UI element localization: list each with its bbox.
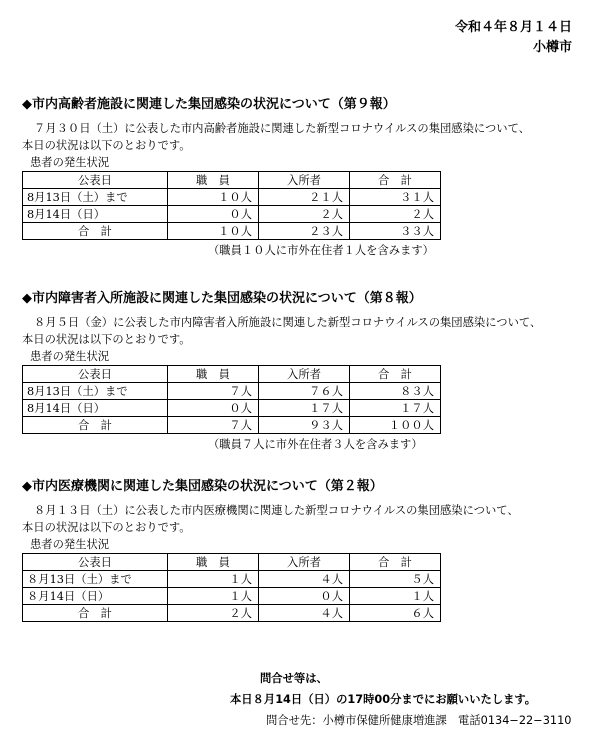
document-date-block [455, 18, 572, 58]
resident-count: ４人 [259, 605, 350, 622]
resident-count: ２１人 [259, 189, 350, 206]
issuer: 小樽市 [532, 40, 572, 55]
section-title: ◆市内高齢者施設に関連した集団感染の状況について（第９報） [22, 97, 396, 112]
header-cell: 入所者 [259, 172, 350, 189]
section-elderly-facility [22, 96, 582, 259]
header-cell: 合 計 [350, 172, 441, 189]
body-line: ７月３０日（土）に公表した市内高齢者施設に関連した新型コロナウイルスの集団感染について、 [34, 122, 530, 135]
table-total-row [23, 605, 441, 622]
table-header-row [23, 554, 441, 571]
row-label: 合 計 [23, 223, 168, 240]
header-cell: 職 員 [168, 172, 259, 189]
resident-count: ９３人 [259, 417, 350, 434]
staff-count: ７人 [168, 417, 259, 434]
cases-table [22, 365, 441, 434]
table-header-row [23, 366, 441, 383]
header-cell: 職 員 [168, 554, 259, 571]
document-date: 令和４年８月１４日 [454, 20, 572, 35]
table-note: （職員７人に市外在住者３人を含みます） [208, 438, 423, 451]
resident-count: ４人 [259, 571, 350, 588]
header-cell: 合 計 [350, 554, 441, 571]
header-cell: 公表日 [23, 554, 168, 571]
table-row [23, 383, 441, 400]
staff-count: ０人 [168, 206, 259, 223]
total-count: １７人 [350, 400, 441, 417]
header-cell: 入所者 [259, 554, 350, 571]
row-label: 8月14日（日） [23, 206, 168, 223]
header-cell: 職 員 [168, 366, 259, 383]
resident-count: ２人 [259, 206, 350, 223]
staff-count: ０人 [168, 400, 259, 417]
total-count: ６人 [350, 605, 441, 622]
body-line: ８月１３日（土）に公表した市内医療機関に関連した新型コロナウイルスの集団感染について、 [34, 504, 519, 517]
section-title: ◆市内医療機関に関連した集団感染の状況について（第２報） [22, 479, 383, 494]
body-line: ８月５日（金）に公表した市内障害者入所施設に関連した新型コロナウイルスの集団感染について、 [34, 316, 542, 329]
table-row [23, 400, 441, 417]
section-title: ◆市内障害者入所施設に関連した集団感染の状況について（第８報） [22, 291, 422, 306]
resident-count: ２３人 [259, 223, 350, 240]
staff-count: ２人 [168, 605, 259, 622]
contact-info: 問合せ先：小樽市保健所健康増進課 電話0134−22−3110 [266, 714, 572, 727]
row-label: ８月13日（土）まで [23, 571, 168, 588]
total-count: ８３人 [350, 383, 441, 400]
table-row [23, 189, 441, 206]
body-line: 本日の状況は以下のとおりです。 [22, 521, 191, 534]
header-cell: 公表日 [23, 172, 168, 189]
section-body [22, 314, 582, 348]
section-disability-facility [22, 290, 582, 453]
row-label: 8月13日（土）まで [23, 189, 168, 206]
table-row [23, 571, 441, 588]
contact-block [230, 668, 571, 731]
row-label: 8月13日（土）まで [23, 383, 168, 400]
section-body [22, 502, 582, 536]
table-note: （職員１０人に市外在住者１人を含みます） [208, 244, 434, 257]
header-cell: 入所者 [259, 366, 350, 383]
section-medical-institution [22, 478, 582, 622]
total-count: ３１人 [350, 189, 441, 206]
resident-count: １７人 [259, 400, 350, 417]
cases-table [22, 171, 441, 240]
header-cell: 公表日 [23, 366, 168, 383]
table-header-row [23, 172, 441, 189]
contact-intro: 問合せ等は、 [260, 672, 328, 685]
resident-count: ０人 [259, 588, 350, 605]
table-row [23, 206, 441, 223]
total-count: ２人 [350, 206, 441, 223]
staff-count: １人 [168, 571, 259, 588]
section-body [22, 120, 582, 154]
header-cell: 合 計 [350, 366, 441, 383]
table-caption: 患者の発生状況 [30, 538, 110, 551]
total-count: ３３人 [350, 223, 441, 240]
total-count: １人 [350, 588, 441, 605]
row-label: 8月14日（日） [23, 400, 168, 417]
staff-count: １人 [168, 588, 259, 605]
staff-count: １０人 [168, 189, 259, 206]
row-label: ８月14日（日） [23, 588, 168, 605]
staff-count: １０人 [168, 223, 259, 240]
staff-count: ７人 [168, 383, 259, 400]
body-line: 本日の状況は以下のとおりです。 [22, 139, 191, 152]
row-label: 合 計 [23, 417, 168, 434]
contact-deadline: 本日８月14日（日）の17時00分までにお願いいたします。 [230, 693, 537, 706]
table-total-row [23, 223, 441, 240]
table-caption: 患者の発生状況 [30, 156, 110, 169]
row-label: 合 計 [23, 605, 168, 622]
table-row [23, 588, 441, 605]
resident-count: ７６人 [259, 383, 350, 400]
table-total-row [23, 417, 441, 434]
body-line: 本日の状況は以下のとおりです。 [22, 333, 191, 346]
cases-table [22, 553, 441, 622]
table-caption: 患者の発生状況 [30, 350, 110, 363]
total-count: １００人 [350, 417, 441, 434]
total-count: ５人 [350, 571, 441, 588]
